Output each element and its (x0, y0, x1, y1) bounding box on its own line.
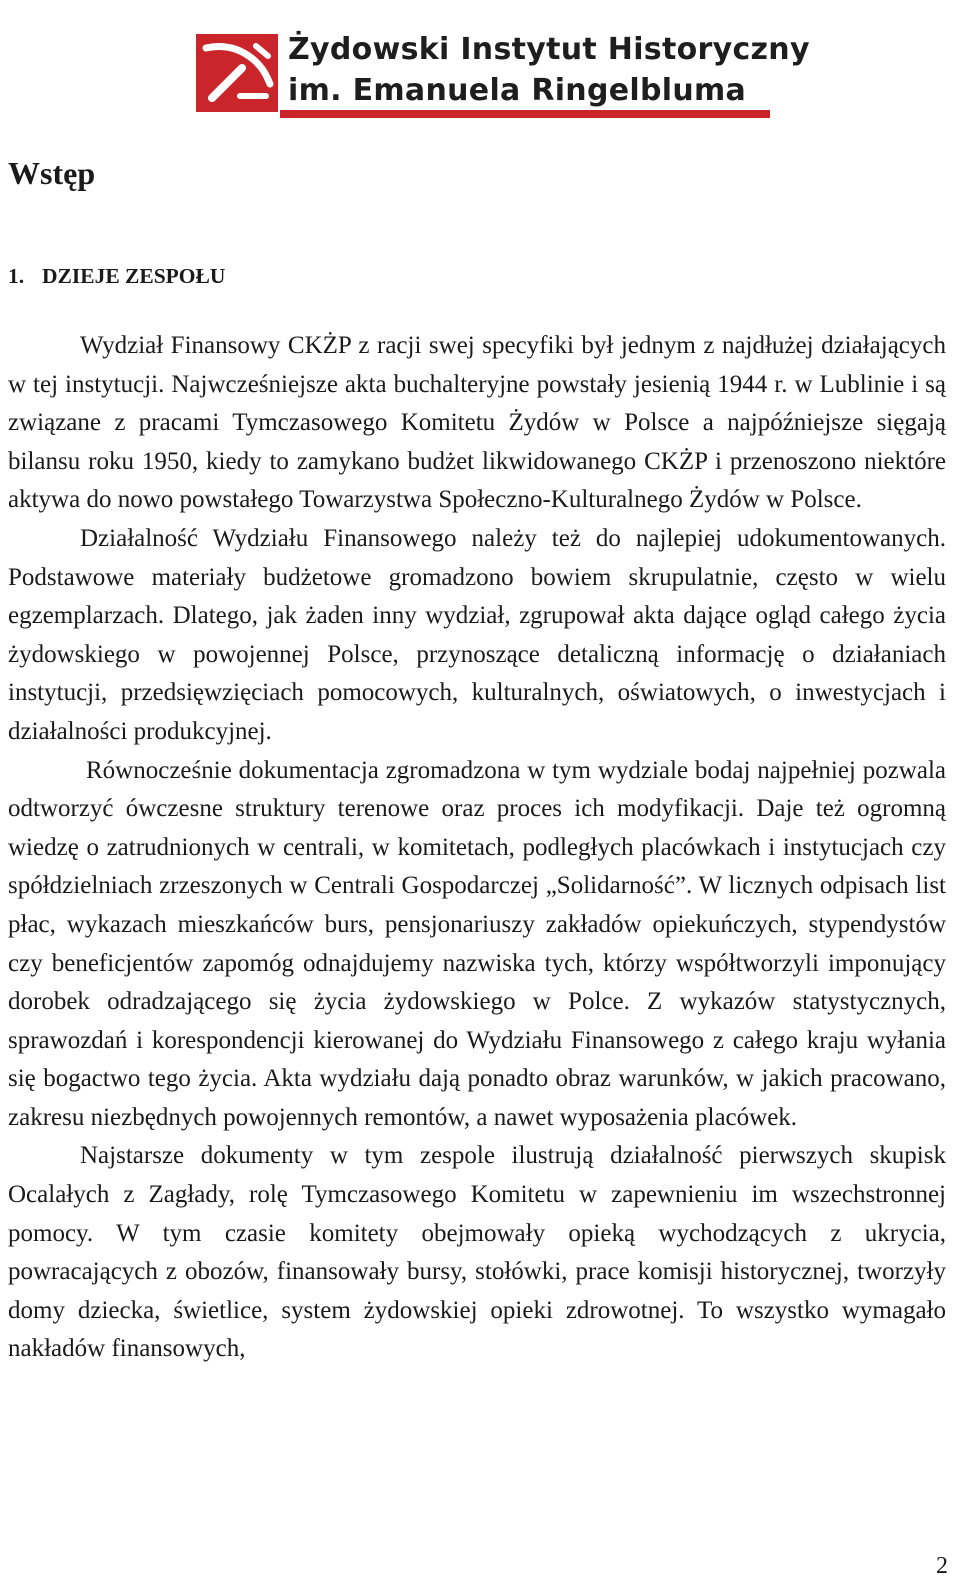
section-title: DZIEJE ZESPOŁU (42, 264, 226, 288)
logo-underline (280, 110, 770, 118)
paragraph-1: Wydział Finansowy CKŻP z racji swej specyfiki był jednym z najdłużej działających w tej instytucji. Najwcześniejsze akta buchalteryjne powstały jesienią 1944 r. w Lublinie i są związane z pracami Tymczasowego Komitetu Żydów w Polsce a najpóźniejsze sięgają bilansu roku 1950, kiedy to zamykano budżet likwidowanego CKŻP i przenoszono niektóre aktywa do nowo powstałego Towarzystwa Społeczno-Kulturalnego Żydów w Polsce. (8, 332, 946, 514)
paragraph-4: Najstarsze dokumenty w tym zespole ilustrują działalność pierwszych skupisk Ocalałych z Zagłady, rolę Tymczasowego Komitetu w zapewnieniu im wszechstronnej pomocy. W tym czasie komitety obejmowały opieką wychodzących z ukrycia, powracających z obozów, finansowały bursy, stołówki, prace komisji historycznej, tworzyły domy dziecka, świetlice, system żydowskiej opieki zdrowotnej. To wszystko wymagało nakładów finansowych, (8, 1142, 946, 1363)
logo-line-1: Żydowski Instytut Historyczny (288, 32, 810, 67)
section-heading (8, 262, 225, 290)
body-text (8, 327, 946, 1369)
institute-logo (196, 30, 810, 120)
page-title: Wstęp (8, 155, 96, 191)
paragraph-2: Działalność Wydziału Finansowego należy też do najlepiej udokumentowanych. Podstawowe materiały budżetowe gromadzono bowiem skrupulatnie, często w wielu egzemplarzach. Dlatego, jak żaden inny wydział, zgrupował akta dające ogląd całego życia żydowskiego w powojennej Polsce, przynoszące detaliczną informację o działaniach instytucji, przedsięwzięciach pomocowych, kulturalnych, oświatowych, o inwestycjach i działalności produkcyjnej. (8, 524, 946, 745)
zih-logo-icon (196, 34, 278, 112)
section-number: 1. (8, 264, 25, 288)
logo-text (288, 30, 810, 111)
paragraph-3: Równocześnie dokumentacja zgromadzona w tym wydziale bodaj najpełniej pozwala odtworzyć ówczesne struktury terenowe oraz proces ich modyfikacji. Daje też ogromną wiedzę o zatrudnionych w centrali, w komitetach, podległych placówkach i instytucjach czy spółdzielniach zrzeszonych w Centrali Gospodarczej „Solidarność”. W licznych odpisach list płac, wykazach mieszkańców burs, pensjonariuszy zakładów opiekuńczych, stypendystów czy beneficjentów zapomóg odnajdujemy nazwiska tych, którzy współtworzyli imponujący dorobek odradzającego się życia żydowskiego w Polce. Z wykazów statystycznych, sprawozdań i korespondencji kierowanej do Wydziału Finansowego z całego kraju wyłania się bogactwo tego życia. Akta wydziału dają ponadto obraz warunków, w jakich pracowano, zakresu niezbędnych powojennych remontów, a nawet wyposażenia placówek. (8, 756, 946, 1131)
logo-line-2: im. Emanuela Ringelbluma (288, 73, 747, 108)
page-number: 2 (936, 1553, 948, 1579)
